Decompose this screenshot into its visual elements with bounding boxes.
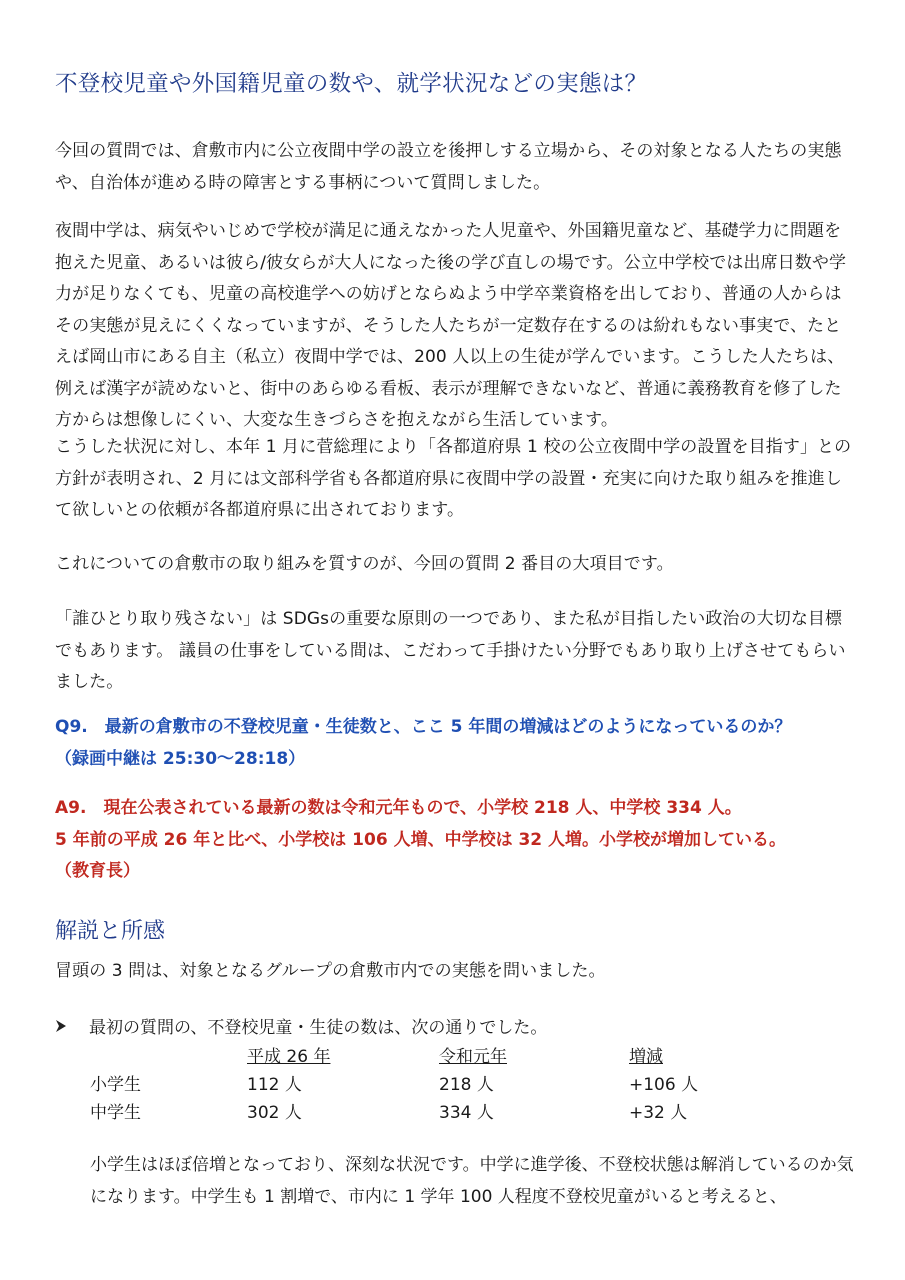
- table-header-cell: 増減: [629, 1047, 663, 1067]
- table-header-row: [90, 1042, 769, 1070]
- table-cell: 334 人: [439, 1103, 494, 1123]
- paragraph-night-school: 夜間中学は、病気やいじめで学校が満足に通えなかった人児童や、外国籍児童など、基礎学力に問題を抱えた児童、あるいは彼ら/彼女らが大人になった後の学び直しの場です。公立中学校では出席日数や学力が足りなくても、児童の高校進学への妨げとならぬよう中学卒業資格を出しており、普通の人からはその実態が見えにくくなっていますが、そうした人たちが一定数存在するのは紛れもない事実で、たとえば岡山市にある自主（私立）夜間中学では、200 人以上の生徒が学んでいます。こうした人たちは、例えば漢字が読めないと、街中のあらゆる看板、表示が理解できないなど、普通に義務教育を修了した方からは想像しにくい、大変な生きづらさを抱えながら生活しています。: [55, 221, 847, 430]
- table-header-cell: [90, 1042, 247, 1070]
- table-row: [90, 1070, 769, 1098]
- paragraph-policy: こうした状況に対し、本年 1 月に菅総理により「各都道府県 1 校の公立夜間中学の設置を目指す」との方針が表明され、2 月には文部科学省も各都道府県に夜間中学の設置・充実に向けた取り組みを推進して欲しいとの依頼が各都道府県に出されております。: [55, 437, 852, 520]
- table-cell: 112 人: [247, 1075, 302, 1095]
- answer-speaker: （教育長）: [55, 861, 140, 881]
- bullet-item: [55, 1014, 547, 1042]
- answer-comparison: 5 年前の平成 26 年と比べ、小学校は 106 人増、中学校は 32 人増。小学校が増加している。: [55, 829, 787, 850]
- paragraph-sdgs: 「誰ひとり取り残さない」は SDGsの重要な原則の一つであり、また私が目指したい政治の大切な目標でもあります。 議員の仕事をしている間は、こだわって手掛けたい分野でもあり取り上げさせてもらいました。: [55, 609, 846, 692]
- section-intro: 冒頭の 3 問は、対象となるグループの倉敷市内での実態を問いました。: [55, 961, 606, 981]
- question-block: [55, 712, 855, 775]
- table-row: [90, 1098, 769, 1126]
- paragraph-kurashiki: これについての倉敷市の取り組みを質すのが、今回の質問 2 番目の大項目です。: [55, 554, 674, 574]
- table-header-cell: 令和元年: [439, 1047, 507, 1067]
- question-recording-time: （録画中継は 25:30〜28:18）: [55, 748, 306, 769]
- table-cell: +32 人: [629, 1103, 688, 1123]
- arrowhead-bullet-icon: [55, 1014, 89, 1042]
- section-title: 解説と所感: [55, 919, 166, 944]
- table-cell: 218 人: [439, 1075, 494, 1095]
- page-title: 不登校児童や外国籍児童の数や、就学状況などの実態は？: [55, 71, 648, 97]
- table-cell: 302 人: [247, 1103, 302, 1123]
- paragraph-intro: 今回の質問では、倉敷市内に公立夜間中学の設立を後押しする立場から、その対象となる人たちの実態や、自治体が進める時の障害とする事柄について質問しました。: [55, 141, 842, 193]
- answer-text: A9. 現在公表されている最新の数は令和元年もので、小学校 218 人、中学校 334 人。: [55, 798, 742, 818]
- bullet-text: 最初の質問の、不登校児童・生徒の数は、次の通りでした。: [89, 1018, 548, 1038]
- table-cell: 中学生: [90, 1103, 141, 1123]
- absence-count-table: [90, 1042, 769, 1126]
- closing-paragraph: 小学生はほぼ倍増となっており、深刻な状況です。中学に進学後、不登校状態は解消しているのか気になります。中学生も 1 割増で、市内に 1 学年 100 人程度不登校児童がいると考えると、: [90, 1155, 854, 1207]
- table-cell: 小学生: [90, 1075, 141, 1095]
- question-text: Q9. 最新の倉敷市の不登校児童・生徒数と、ここ 5 年間の増減はどのようになっているのか？: [55, 717, 792, 737]
- answer-block: [55, 793, 855, 888]
- table-cell: +106 人: [629, 1075, 699, 1095]
- table-header-cell: 平成 26 年: [247, 1047, 331, 1067]
